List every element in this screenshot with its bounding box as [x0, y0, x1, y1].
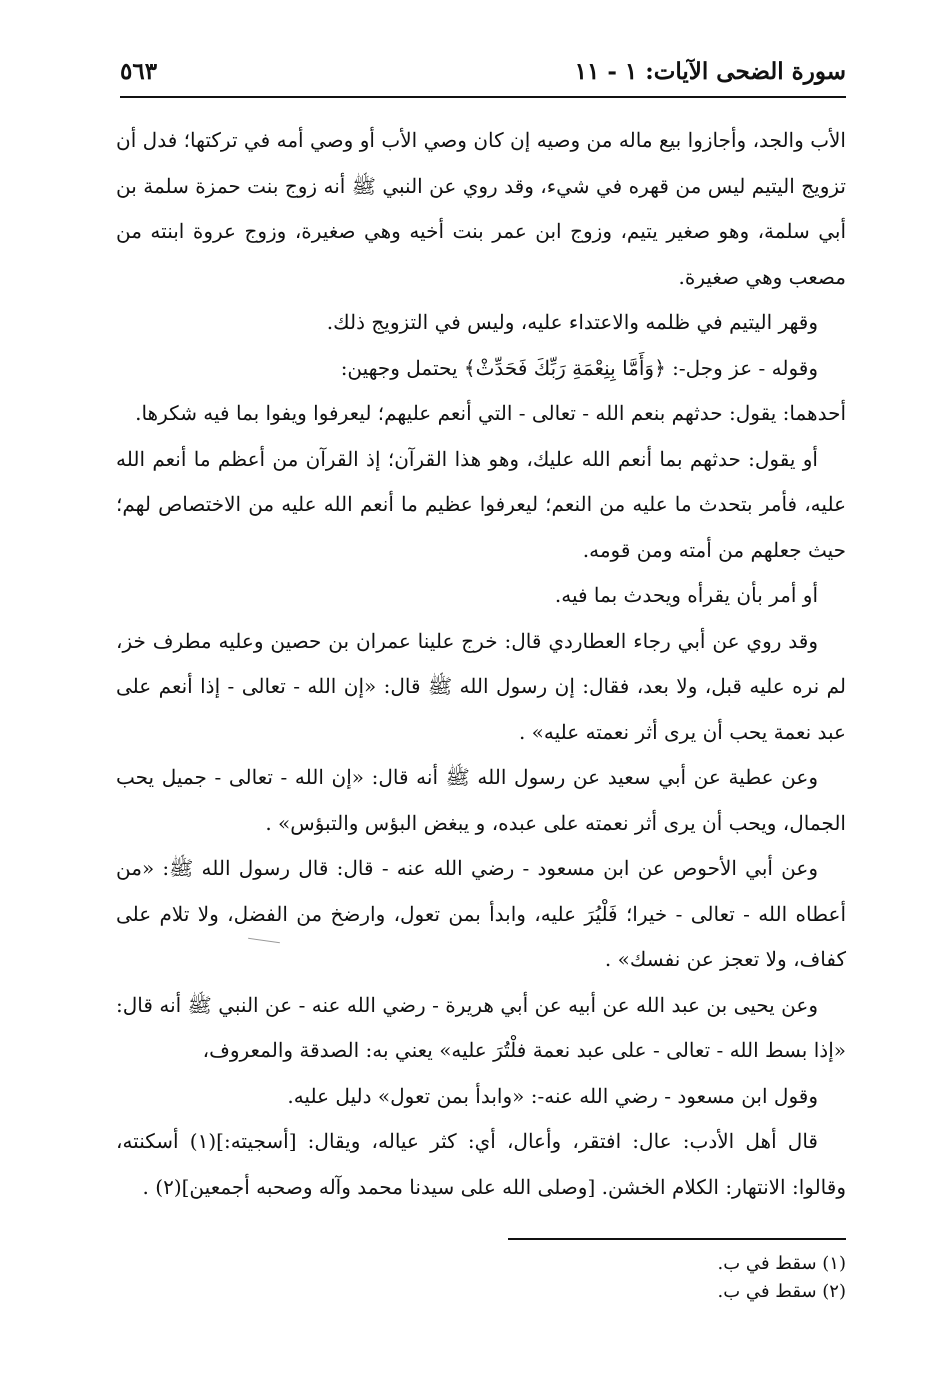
paragraph: وعن يحيى بن عبد الله عن أبيه عن أبي هريرة - رضي الله عنه - عن النبي ﷺ أنه قال: «إذا بسط الله - تعالى - على عبد نعمة فلْتُرَ عليه» يعني به: الصدقة والمعروف،: [116, 992, 846, 1062]
footnote: (٢) سقط في ب.: [717, 1281, 846, 1302]
footnote-separator: [508, 1238, 846, 1240]
body-text: [116, 118, 846, 1210]
paragraph: وقول ابن مسعود - رضي الله عنه-: «وابدأ بمن تعول» دليل عليه.: [287, 1083, 818, 1108]
paragraph: أو أمر بأن يقرأه ويحدث بما فيه.: [554, 583, 818, 607]
header-rule: [120, 96, 846, 98]
footnotes: [300, 1250, 846, 1306]
paragraph: وقهر اليتيم في ظلمه والاعتداء عليه، وليس في التزويج ذلك.: [326, 310, 818, 334]
paragraph: أحدهما: يقول: حدثهم بنعم الله - تعالى - التي أنعم عليهم؛ ليعرفوا ويفوا بما فيه شكرها.: [135, 401, 846, 425]
page-number: ٥٦٣: [120, 58, 158, 85]
paragraph: قال أهل الأدب: عال: افتقر، وأعال، أي: كثر عياله، ويقال: [أسجيته:](١) أسكنته، وقالوا: الانتهار: الكلام الخشن. [وصلى الله على سيدنا محمد وآله وصحبه أجمعين](٢) .: [116, 1129, 846, 1199]
paragraph: وقوله - عز وجل-: ﴿وَأَمَّا بِنِعْمَةِ رَبِّكَ فَحَدِّثْ﴾ يحتمل وجهين:: [340, 355, 818, 380]
paragraph: أو يقول: حدثهم بما أنعم الله عليك، وهو هذا القرآن؛ إذ القرآن من أعظم ما أنعم الله عليه، فأمر بتحدث ما عليه من النعم؛ ليعرفوا عظيم ما أنعم الله عليه من الاختصاص لهم؛ حيث جعلهم من أمته ومن قومه.: [116, 446, 846, 562]
paragraph: الأب والجد، وأجازوا بيع ماله من وصيه إن كان وصي الأب أو وصي أمه في تركتها؛ فدل أن تزويج اليتيم ليس من قهره في شيء، وقد روي عن النبي ﷺ أنه زوج بنت حمزة سلمة بن أبي سلمة، وهو صغير يتيم، وزوج ابن عمر بنت أخيه وهي صغيرة، وزوج عروة ابنته من مصعب وهي صغيرة.: [116, 128, 846, 289]
surah-title: سورة الضحى الآيات: ١ - ١١: [574, 58, 846, 85]
footnote: (١) سقط في ب.: [717, 1253, 846, 1274]
paragraph: وعن أبي الأحوص عن ابن مسعود - رضي الله عنه - قال: قال رسول الله ﷺ: «من أعطاه الله - تعالى - خيرا؛ فَلْيُرَ عليه، وابدأ بمن تعول، وارضخ من الفضل، ولا تلام على كفاف، ولا تعجز عن نفسك» .: [116, 856, 846, 971]
running-header: [120, 58, 846, 94]
paragraph: وقد روي عن أبي رجاء العطاردي قال: خرج علينا عمران بن حصين وعليه مطرف خز، لم نره عليه قبل، ولا بعد، فقال: إن رسول الله ﷺ قال: «إن الله - تعالى - إذا أنعم على عبد نعمة يحب أن يرى أثر نعمته عليه» .: [116, 628, 846, 744]
paragraph: وعن عطية عن أبي سعيد عن رسول الله ﷺ أنه قال: «إن الله - تعالى - جميل يحب الجمال، ويحب أن يرى أثر نعمته على عبده، و يبغض البؤس والتبؤس» .: [116, 765, 846, 835]
